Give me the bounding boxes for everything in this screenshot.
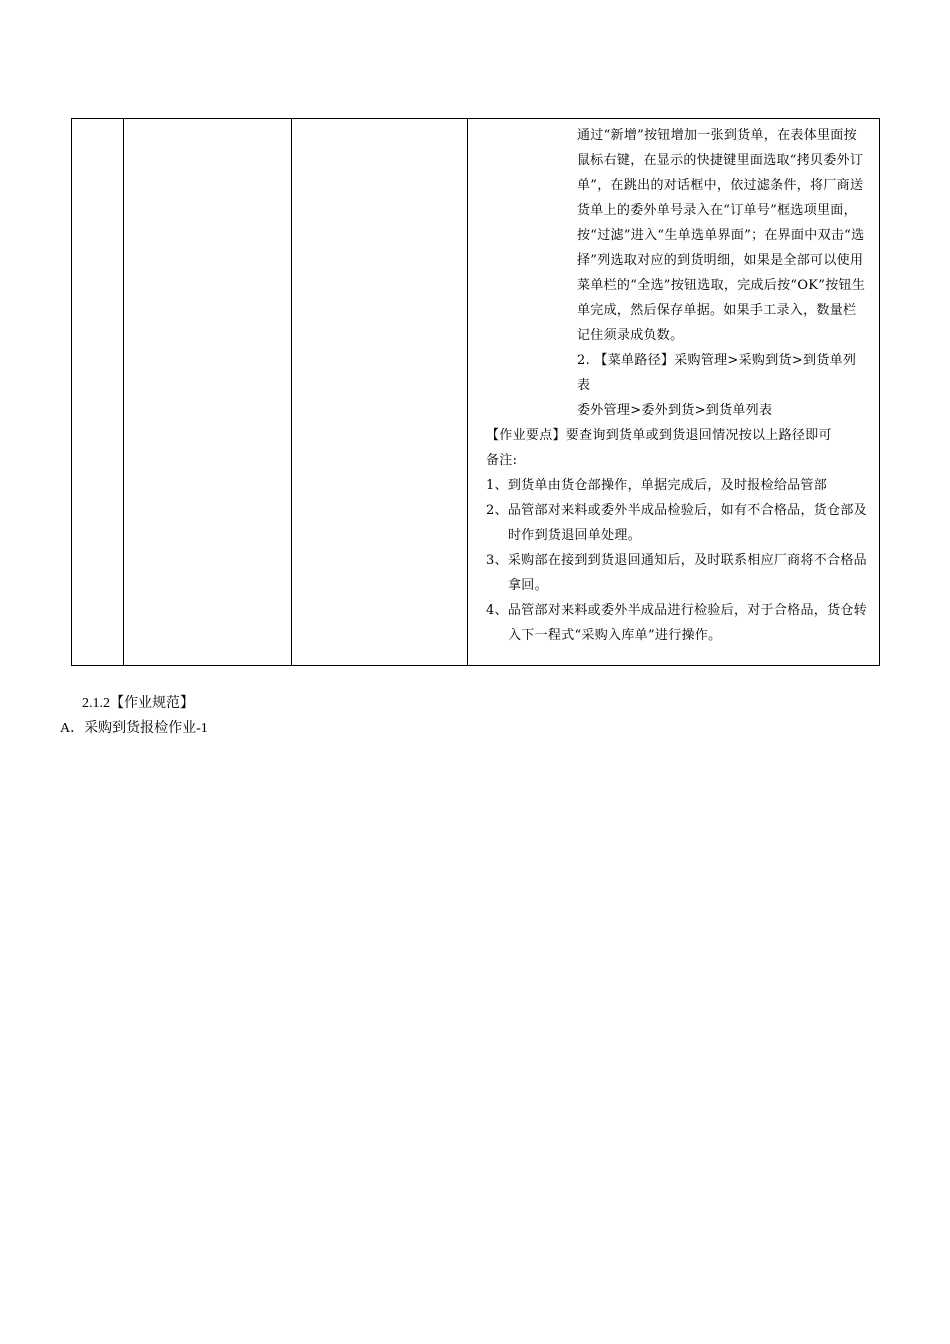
key-points-paragraph: 【作业要点】要查询到货单或到货退回情况按以上路径即可	[486, 428, 832, 443]
subsection-heading: A．采购到货报检作业-1	[60, 721, 208, 736]
process-table	[71, 118, 880, 666]
note-item-3: 3、采购部在接到到货退回通知后，及时联系相应厂商将不合格品拿回。	[486, 553, 867, 593]
menu-path-paragraph: 2. 【菜单路径】采购管理>采购到货>到货单列表	[577, 353, 857, 393]
section-heading: 2.1.2【作业规范】	[82, 696, 194, 711]
table-row	[72, 119, 880, 666]
table-cell-owner	[124, 119, 292, 666]
note-item-4: 4、品管部对来料或委外半成品进行检验后，对于合格品，货仓转入下一程式“采购入库单”进行操作。	[486, 603, 867, 643]
menu-path-subcontract: 委外管理>委外到货>到货单列表	[577, 403, 773, 418]
operation-paragraph: 通过“新增”按钮增加一张到货单，在表体里面按鼠标右键，在显示的快捷键里面选取“拷贝委外订单”，在跳出的对话框中，依过滤条件，将厂商送货单上的委外单号录入在“订单号”框选项里面，按“过滤”进入“生单选单界面”；在界面中双击“选择”列选取对应的到货明细，如果是全部可以使用菜单栏的“全选”按钮选取，完成后按“OK”按钮生单完成，然后保存单据。如果手工录入，数量栏记住须录成负数。	[577, 128, 866, 343]
note-item-2: 2、品管部对来料或委外半成品检验后，如有不合格品，货仓部及时作到货退回单处理。	[486, 503, 867, 543]
table-cell-flow	[292, 119, 468, 666]
description-content	[468, 119, 879, 648]
notes-label: 备注:	[486, 453, 518, 468]
table-cell-step	[72, 119, 124, 666]
table-cell-description	[468, 119, 880, 666]
note-item-1: 1、到货单由货仓部操作，单据完成后，及时报检给品管部	[486, 478, 828, 493]
